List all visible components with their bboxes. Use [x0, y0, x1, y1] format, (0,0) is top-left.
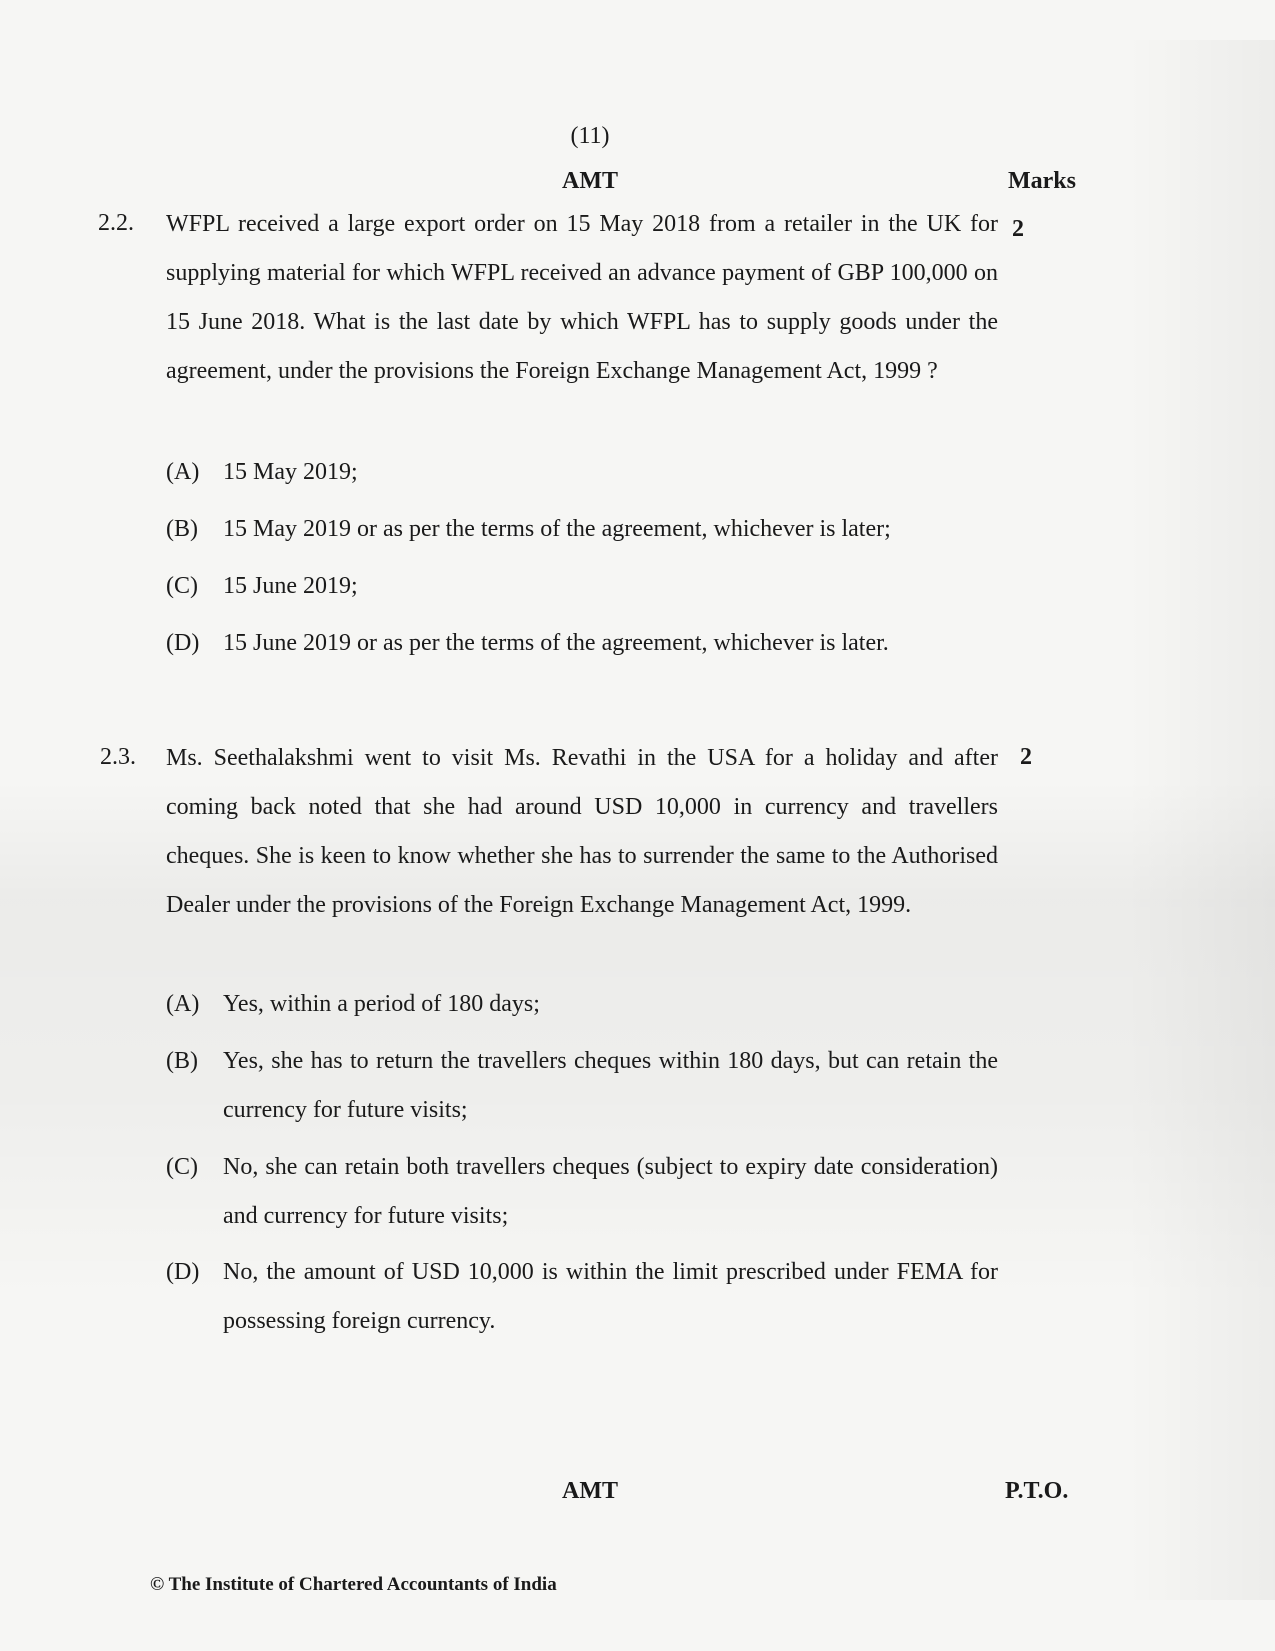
option-text: No, she can retain both travellers cheques (subject to expiry date consideration) and currency for future visits; [223, 1154, 998, 1229]
marks-column-label: Marks [1008, 168, 1076, 194]
option-label: (A) [166, 459, 200, 485]
scan-shadow [1125, 40, 1275, 1600]
option-text: 15 June 2019; [223, 573, 358, 599]
option-text: 15 May 2019 or as per the terms of the agreement, whichever is later; [223, 516, 891, 542]
option-text: Yes, within a period of 180 days; [223, 991, 540, 1017]
question-number: 2.2. [98, 210, 134, 236]
option-label: (C) [166, 573, 198, 599]
option-label: (C) [166, 1154, 198, 1180]
option-label: (D) [166, 630, 200, 656]
copyright-notice: © The Institute of Chartered Accountants of India [150, 1574, 557, 1595]
question-marks: 2 [1012, 216, 1024, 242]
option-text: Yes, she has to return the travellers cheques within 180 days, but can retain the currency for future visits; [223, 1048, 998, 1123]
option-text: 15 June 2019 or as per the terms of the agreement, whichever is later. [223, 630, 889, 656]
question-marks: 2 [1020, 744, 1032, 770]
question-number: 2.3. [100, 744, 136, 770]
question-text: WFPL received a large export order on 15 May 2018 from a retailer in the UK for supplying material for which WFPL received an advance payment of GBP 100,000 on 15 June 2018. What is the last date by which WFPL has to supply goods under the agreement, under the provisions the Foreign Exchange Management Act, 1999 ? [166, 211, 998, 384]
footer-paper-code: AMT [562, 1478, 618, 1504]
page-number: (11) [570, 123, 610, 149]
question-text: Ms. Seethalakshmi went to visit Ms. Revathi in the USA for a holiday and after coming back noted that she had around USD 10,000 in currency and travellers cheques. She is keen to know whether she has to surrender the same to the Authorised Dealer under the provisions of the Foreign Exchange Management Act, 1999. [166, 745, 998, 918]
option-label: (A) [166, 991, 200, 1017]
header-paper-code: AMT [562, 168, 618, 194]
option-label: (B) [166, 516, 198, 542]
option-text: 15 May 2019; [223, 459, 358, 485]
footer-pto: P.T.O. [1005, 1478, 1069, 1504]
option-text: No, the amount of USD 10,000 is within the limit prescribed under FEMA for possessing foreign currency. [223, 1259, 998, 1334]
option-label: (B) [166, 1048, 198, 1074]
option-label: (D) [166, 1259, 200, 1285]
